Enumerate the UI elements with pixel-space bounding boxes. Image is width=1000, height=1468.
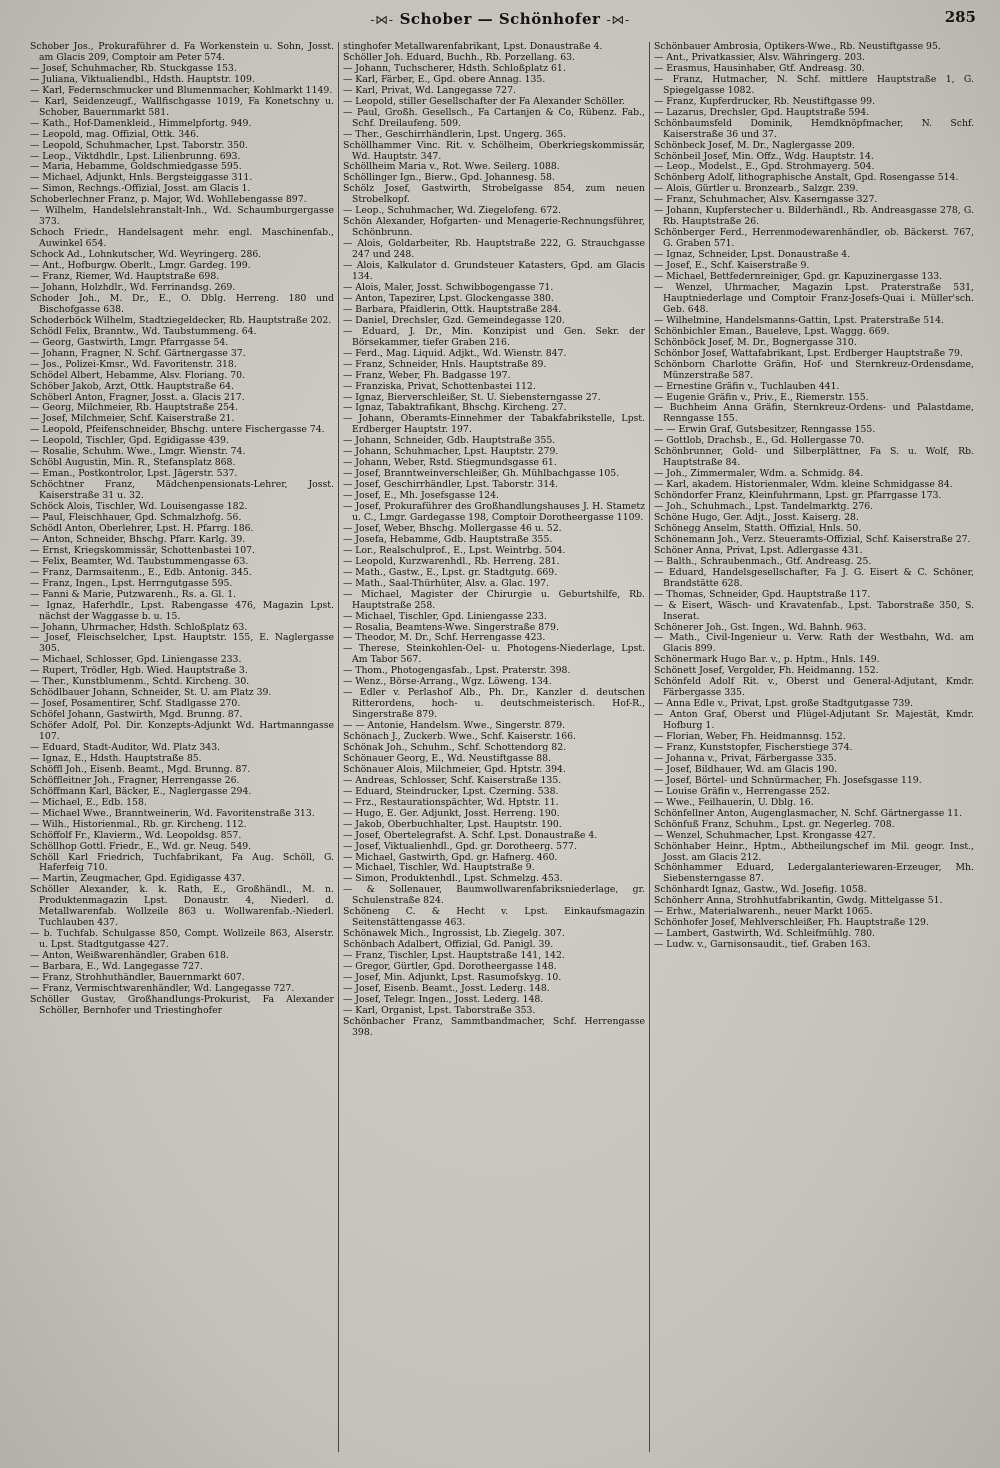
directory-entry: Schöffmann Karl, Bäcker, E., Naglergasse 294. xyxy=(30,785,252,797)
directory-entry: Schöne Hugo, Ger. Adjt., Josst. Kaiserg. 28. xyxy=(654,511,859,523)
directory-entry: — Alois, Goldarbeiter, Rb. Hauptstraße 222, G. Strauchgasse 247 und 248. xyxy=(343,238,645,261)
directory-entry: — Josef, Min. Adjunkt, Lpst. Rasumofskyg. 10. xyxy=(343,972,562,984)
directory-entry: Schönfellner Anton, Augenglasmacher, N. Schf. Gärtnergasse 11. xyxy=(654,807,963,819)
directory-entry: Schöck Alois, Tischler, Wd. Louisengasse 182. xyxy=(30,501,248,513)
page-header xyxy=(0,4,1000,38)
directory-entry: — Wilhelm, Handelslehranstalt-Inh., Wd. Schaumburgergasse 373. xyxy=(30,205,334,228)
directory-entry: Schöffleitner Joh., Fragner, Herrengasse 26. xyxy=(30,774,240,786)
directory-entry: — Fanni & Marie, Putzwarenh., Rs. a. Gl. 1. xyxy=(30,588,237,600)
directory-entry: Schönett Josef, Vergolder, Fh. Heidmanng. 152. xyxy=(654,665,879,677)
directory-entry: — Josef, Geschirrhändler, Lpst. Taborstr. 314. xyxy=(343,479,558,491)
directory-entry: — Johann, Uhrmacher, Hdsth. Schloßplatz 63. xyxy=(30,621,248,633)
directory-entry: — Kath., Hof-Damenkleid., Himmelpfortg. 949. xyxy=(30,117,252,129)
directory-entry: — Josef, Telegr. Ingen., Josst. Lederg. 148. xyxy=(343,993,544,1005)
directory-entry: Schöffolf Fr., Klavierm., Wd. Leopoldsg. 857. xyxy=(30,829,242,841)
directory-entry: — Balth., Schraubenmach., Gtf. Andreasg. 25. xyxy=(654,555,872,567)
directory-entry: — Hugo, E. Ger. Adjunkt, Josst. Herreng. 190. xyxy=(343,807,560,819)
directory-entry: Schönbach Adalbert, Offizial, Gd. Panigl. 39. xyxy=(343,939,554,951)
directory-entry: — Paul, Großh. Gesellsch., Fa Cartanjen & Co, Rübenz. Fab., Schf. Dreilaufeng. 509. xyxy=(343,106,645,129)
directory-entry: — Karl, Federnschmucker und Blumenmacher, Kohlmarkt 1149. xyxy=(30,84,333,96)
directory-entry: — Michael, Bettfedernreiniger, Gpd. gr. Kapuzinergasse 133. xyxy=(654,271,943,283)
directory-entry: — Math., Gastw., E., Lpst. gr. Stadtgutg. 669. xyxy=(343,566,558,578)
column-right xyxy=(654,42,974,1458)
directory-entry: Schönfeld Adolf Rit. v., Oberst und General-Adjutant, Kmdr. Färbergasse 335. xyxy=(654,676,974,699)
directory-entry: — Math., Civil-Ingenieur u. Verw. Rath der Westbahn, Wd. am Glacis 899. xyxy=(654,632,974,655)
directory-entry: — Wwe., Feilhauerin, U. Dblg. 16. xyxy=(654,796,814,808)
directory-entry: — Gottlob, Drachsb., E., Gd. Hollergasse 70. xyxy=(654,435,865,447)
directory-entry: — Ignaz, Bierverschleißer, St. U. Siebensterngasse 27. xyxy=(343,391,601,403)
ornament-left: -⋈- xyxy=(370,13,394,28)
directory-entry: — Alois, Maler, Josst. Schwibbogengasse 71. xyxy=(343,281,554,293)
column-left xyxy=(30,42,334,1458)
directory-entry: — Josef, E., Schf. Kaiserstraße 9. xyxy=(654,260,810,272)
directory-entry: — Lazarus, Drechsler, Gpd. Hauptstraße 594. xyxy=(654,106,870,118)
directory-entry: Schödl Felix, Branntw., Wd. Taubstummeng. 64. xyxy=(30,325,257,337)
directory-entry: Schönberg Adolf, lithographische Anstalt, Gpd. Rosengasse 514. xyxy=(654,172,959,184)
directory-entry: — Josef, Eisenb. Beamt., Josst. Lederg. 148. xyxy=(343,982,550,994)
directory-entry: Schöberl Anton, Fragner, Josst. a. Glacis 217. xyxy=(30,391,245,403)
directory-entry: — Leop., Modelst., E., Gpd. Strohmayerg. 504. xyxy=(654,161,875,173)
directory-entry: — Buchheim Anna Gräfin, Sternkreuz-Ordens- und Palastdame, Renngasse 155. xyxy=(654,402,974,425)
directory-entry: Schön Alexander, Hofgarten- und Menagerie-Rechnungsführer, Schönbrunn. xyxy=(343,216,645,239)
directory-entry: — Thomas, Schneider, Gpd. Hauptstraße 117. xyxy=(654,588,871,600)
directory-entry: Schödl Anton, Oberlehrer, Lpst. H. Pfarrg. 186. xyxy=(30,522,254,534)
directory-entry: — Alois, Kalkulator d. Grundsteuer Katasters, Gpd. am Glacis 134. xyxy=(343,260,645,283)
directory-entry: — Johann, Schneider, Gdb. Hauptstraße 355. xyxy=(343,435,556,447)
directory-entry: Schöfel Johann, Gastwirth, Mgd. Brunng. 87. xyxy=(30,709,243,721)
directory-entry: — Anna Edle v., Privat, Lpst. große Stadtgutgasse 739. xyxy=(654,698,914,710)
directory-entry: — Franz, Strohhuthändler, Bauernmarkt 607. xyxy=(30,972,245,984)
directory-entry: — Johann, Kupferstecher u. Bilderhändl., Rb. Andreasgasse 278, G. Rb. Hauptstraße 26. xyxy=(654,205,974,228)
directory-entry: — Leopold, Tischler, Gpd. Egidigasse 439. xyxy=(30,435,229,447)
directory-entry: Schöchtner Franz, Mädchenpensionats-Lehrer, Josst. Kaiserstraße 31 u. 32. xyxy=(30,479,334,502)
directory-entry: — Josef, Obertelegrafst. A. Schf. Lpst. Donaustraße 4. xyxy=(343,829,598,841)
directory-entry: Schönemann Joh., Verz. Steueramts-Offizial, Schf. Kaiserstraße 27. xyxy=(654,533,971,545)
directory-entry: — Franz, Weber, Fh. Badgasse 197. xyxy=(343,369,511,381)
directory-entry: — Ferd., Mag. Liquid. Adjkt., Wd. Wienstr. 847. xyxy=(343,347,567,359)
directory-entry: — Ludw. v., Garnisonsaudit., tief. Graben 163. xyxy=(654,939,871,951)
directory-entry: Schönbeil Josef, Min. Offz., Wdg. Hauptstr. 14. xyxy=(654,150,874,162)
directory-entry: Schöllhop Gottl. Friedr., E., Wd. gr. Neug. 549. xyxy=(30,840,252,852)
directory-entry: — Wilh., Historienmal., Rb. gr. Kircheng. 112. xyxy=(30,818,247,830)
directory-entry: — Franz, Riemer, Wd. Hauptstraße 698. xyxy=(30,271,220,283)
directory-entry: — Michael, Schlosser, Gpd. Liniengasse 233. xyxy=(30,654,242,666)
directory-entry: — Felix, Beamter, Wd. Taubstummengasse 63. xyxy=(30,555,249,567)
directory-entry: — Eduard, Handelsgesellschafter, Fa J. G. Eisert & C. Schöner, Brandstätte 628. xyxy=(654,566,974,589)
directory-entry: — Eman., Postkontrolor, Lpst. Jägerstr. 537. xyxy=(30,468,238,480)
directory-entry: Schönawek Mich., Ingrossist, Lb. Ziegelg. 307. xyxy=(343,928,565,940)
directory-entry: — Jakob, Oberbuchhalter, Lpst. Hauptstr. 190. xyxy=(343,818,562,830)
directory-entry: — Wenzel, Uhrmacher, Magazin Lpst. Praterstraße 531, Hauptniederlage und Comptoir Franz-Josefs-Quai i. Müller'sch. Geb. 648. xyxy=(654,281,974,315)
directory-entry: Schödlbauer Johann, Schneider, St. U. am Platz 39. xyxy=(30,687,272,699)
directory-entry: — Johann, Oberamts-Einnehmer der Tabakfabrikstelle, Lpst. Erdberger Hauptstr. 197. xyxy=(343,413,645,436)
directory-entry: — Andreas, Schlosser, Schf. Kaiserstraße 135. xyxy=(343,774,562,786)
directory-entry: Schönbeck Josef, M. Dr., Naglergasse 209. xyxy=(654,139,855,151)
directory-entry: — Juliana, Viktualiendbl., Hdsth. Hauptstr. 109. xyxy=(30,73,255,85)
directory-entry: Schönberger Ferd., Herrenmodewarenhändler, ob. Bäckerst. 767, G. Graben 571. xyxy=(654,227,974,250)
directory-entry: — Johann, Weber, Rstd. Stiegmundsgasse 61. xyxy=(343,457,557,469)
directory-entry: — Simon, Rechngs.-Offizial, Josst. am Glacis 1. xyxy=(30,183,251,195)
directory-entry: — Michael, Magister der Chirurgie u. Geburtshilfe, Rb. Hauptstraße 258. xyxy=(343,588,645,611)
directory-entry: — Ignaz, Tabaktrafikant, Bhschg. Kircheng. 27. xyxy=(343,402,567,414)
directory-entry: Schönbauer Ambrosia, Optikers-Wwe., Rb. Neustiftgasse 95. xyxy=(654,42,941,52)
directory-entry: — Anton, Weißwarenhändler, Graben 618. xyxy=(30,950,229,962)
directory-entry: Schönak Joh., Schuhm., Schf. Schottendorg 82. xyxy=(343,742,567,753)
directory-entry: Schönach J., Zuckerb. Wwe., Schf. Kaiserstr. 166. xyxy=(343,731,576,743)
directory-entry: — Franz, Schneider, Hnls. Hauptstraße 89. xyxy=(343,358,547,370)
directory-entry: Schöllheim Maria v., Rot. Wwe. Seilerg. 1088. xyxy=(343,161,560,173)
directory-entry: Schönermark Hugo Bar. v., p. Hptm., Hnls. 149. xyxy=(654,654,880,666)
directory-entry: Schönerer Joh., Gst. Ingen., Wd. Bahnh. 963. xyxy=(654,621,867,633)
directory-entry: — Franz, Ingen., Lpst. Herrngutgasse 595. xyxy=(30,577,233,589)
directory-entry: Schöller Gustav, Großhandlungs-Prokurist, Fa Alexander Schöller, Bernhofer und Triestinghofer xyxy=(30,993,334,1016)
directory-entry: — Paul, Fleischhauer, Gpd. Schmalzhofg. 56. xyxy=(30,511,242,523)
directory-entry: — Georg, Milchmeier, Rb. Hauptstraße 254. xyxy=(30,402,238,414)
column-divider xyxy=(338,42,339,1452)
directory-entry: — Ther., Geschirrhändlerin, Lpst. Ungerg. 365. xyxy=(343,128,567,140)
directory-entry: — Franz, Hutmacher, N. Schf. mittlere Hauptstraße 1, G. Spiegelgasse 1082. xyxy=(654,73,974,96)
directory-entry: Schöll Karl Friedrich, Tuchfabrikant, Fa Aug. Schöll, G. Haferfeig 710. xyxy=(30,851,334,874)
directory-entry: Schöfer Adolf, Pol. Dir. Konzepts-Adjunkt Wd. Hartmanngasse 107. xyxy=(30,720,334,743)
directory-entry: — Leopold, Schuhmacher, Lpst. Taborstr. 350. xyxy=(30,139,248,151)
directory-entry: — Ant., Privatkassier, Alsv. Währingerg. 203. xyxy=(654,51,865,63)
directory-entry: — Ignaz, E., Hdsth. Hauptstraße 85. xyxy=(30,752,202,764)
directory-entry: Schöllinger Ign., Bierw., Gpd. Johannesg. 58. xyxy=(343,172,555,184)
directory-entry: — Franz, Tischler, Lpst. Hauptstraße 141, 142. xyxy=(343,950,565,962)
directory-entry: stinghofer Metallwarenfabrikant, Lpst. Donaustraße 4. xyxy=(343,42,603,52)
directory-entry: Schönauer Alois, Milchmeier, Gpd. Hptstr. 394. xyxy=(343,763,566,775)
directory-entry: — Josef, Posamentirer, Schf. Stadlgasse 270. xyxy=(30,698,241,710)
directory-entry: — Daniel, Drechsler, Gzd. Gemeindegasse 120. xyxy=(343,314,565,326)
directory-entry: Schönhardt Ignaz, Gastw., Wd. Josefig. 1058. xyxy=(654,884,867,896)
directory-entry: — Florian, Weber, Fh. Heidmannsg. 152. xyxy=(654,731,846,743)
directory-entry: Schödel Albert, Hebamme, Alsv. Floriang. 70. xyxy=(30,369,246,381)
directory-entry: — b. Tuchfab. Schulgasse 850, Compt. Wollzeile 863, Alserstr. u. Lpst. Stadtgutgasse 427. xyxy=(30,928,334,951)
directory-entry: — Johann, Tuchscherer, Hdsth. Schloßplatz 61. xyxy=(343,62,566,74)
directory-entry: — Leop., Viktdhdlr., Lpst. Lilienbrunng. 693. xyxy=(30,150,241,162)
directory-entry: — Josef, Schuhmacher, Rb. Stuckgasse 153. xyxy=(30,62,237,74)
directory-entry: — Karl, akadem. Historienmaler, Wdm. kleine Schmidgasse 84. xyxy=(654,479,953,491)
directory-entry: Schönhofer Josef, Mehlverschleißer, Fh. Hauptstraße 129. xyxy=(654,917,929,929)
directory-entry: Schönbacher Franz, Sammtbandmacher, Schf. Herrengasse 398. xyxy=(343,1015,645,1038)
directory-entry: — Anton Graf, Oberst und Flügel-Adjutant Sr. Majestät, Kmdr. Hofburg 1. xyxy=(654,709,974,732)
directory-entry: Schönhaber Heinr., Hptm., Abtheilungschef im Mil. geogr. Inst., Josst. am Glacis 212. xyxy=(654,840,974,863)
directory-entry: — Georg, Gastwirth, Lmgr. Pfarrgasse 54. xyxy=(30,336,229,348)
directory-entry: — Karl, Seidenzeugf., Wallfischgasse 1019, Fa Konetschny u. Schober, Bauernmarkt 581. xyxy=(30,95,334,118)
directory-entry: — Josef, Viktualienhdl., Gpd. gr. Dorotheerg. 577. xyxy=(343,840,577,852)
directory-entry: — Leopold, mag. Offizial, Ottk. 346. xyxy=(30,128,199,140)
directory-entry: — Barbara, E., Wd. Langegasse 727. xyxy=(30,961,203,973)
directory-entry: — Lor., Realschulprof., E., Lpst. Weintrbg. 504. xyxy=(343,544,566,556)
directory-entry: — Josef, Börtel- und Schnürmacher, Fh. Josefsgasse 119. xyxy=(654,774,922,786)
directory-entry: — Michael Wwe., Branntweinerin, Wd. Favoritenstraße 313. xyxy=(30,807,315,819)
directory-entry: — Barbara, Pfaidlerin, Ottk. Hauptstraße 284. xyxy=(343,303,562,315)
directory-entry: — Josef, Weber, Bhschg. Mollergasse 46 u. 52. xyxy=(343,522,562,534)
directory-entry: — Leopold, stiller Gesellschafter der Fa Alexander Schöller. xyxy=(343,95,625,107)
directory-entry: — Josef, Branntweinverschleißer, Gh. Mühlbachgasse 105. xyxy=(343,468,620,480)
directory-entry: Schönauer Georg, E., Wd. Neustiftgasse 88. xyxy=(343,752,552,764)
directory-entry: — Wenz., Börse-Arrang., Wgz. Löweng. 134. xyxy=(343,676,552,688)
directory-entry: — Ernestine Gräfin v., Tuchlauben 441. xyxy=(654,380,840,392)
directory-entry: Schönfuß Franz, Schuhm., Lpst. gr. Negerleg. 708. xyxy=(654,818,895,830)
directory-entry: — Math., Saal-Thürhüter, Alsv. a. Glac. 197. xyxy=(343,577,550,589)
directory-entry: — Anton, Schneider, Bhschg. Pfarr. Karlg. 39. xyxy=(30,533,246,545)
directory-entry: — Leopold, Kurzwarenhdl., Rb. Herreng. 281. xyxy=(343,555,560,567)
running-title xyxy=(0,10,1000,28)
directory-entry: — Leopold, Pfeifenschneider, Bhschg. untere Fischergasse 74. xyxy=(30,424,325,436)
directory-entry: — Edler v. Perlashof Alb., Ph. Dr., Kanzler d. deutschen Ritterordens, hoch- u. deutschmeisterisch. Hof-R., Singerstraße 879. xyxy=(343,687,645,721)
directory-entry: — Josef, Milchmeier, Schf. Kaiserstraße 21. xyxy=(30,413,235,425)
directory-entry: — Josef, Prokuraführer des Großhandlungshauses J. H. Stametz u. C., Lmgr. Gardegasse 198, Comptoir Dorotheergasse 1109. xyxy=(343,501,645,523)
directory-entry: Schönbrunner, Gold- und Silberplättner, Fa S. u. Wolf, Rb. Hauptstraße 84. xyxy=(654,446,974,469)
directory-entry: — Michael, Adjunkt, Hnls. Bergsteiggasse 311. xyxy=(30,172,253,184)
column-divider xyxy=(649,42,650,1452)
directory-entry: — Therese, Steinkohlen-Oel- u. Photogens-Niederlage, Lpst. Am Tabor 567. xyxy=(343,643,645,666)
column-middle xyxy=(343,42,645,1458)
directory-entry: — Eugenie Gräfin v., Priv., E., Riemerstr. 155. xyxy=(654,391,869,403)
directory-entry: — Josefa, Hebamme, Gdb. Hauptstraße 355. xyxy=(343,533,553,545)
directory-entry: — Michael, Gastwirth, Gpd. gr. Hafnerg. 460. xyxy=(343,851,558,863)
directory-entry: — Alois, Gürtler u. Bronzearb., Salzgr. 239. xyxy=(654,183,859,195)
directory-entry: Schönegg Anselm, Statth. Offizial, Hnls. 50. xyxy=(654,522,862,534)
directory-entry: — Erasmus, Hausinhaber, Gtf. Andreasg. 30. xyxy=(654,62,865,74)
directory-entry: — Rosalia, Beamtens-Wwe. Singerstraße 879. xyxy=(343,621,559,633)
directory-entry: — Eduard, Steindrucker, Lpst. Czerning. 538. xyxy=(343,785,559,797)
directory-entry: — Karl, Privat, Wd. Langegasse 727. xyxy=(343,84,516,96)
directory-entry: Schöllhammer Vinc. Rit. v. Schölheim, Oberkriegskommissär, Wd. Hauptstr. 347. xyxy=(343,139,645,162)
directory-entry: — Gregor, Gürtler, Gpd. Dorotheergasse 148. xyxy=(343,961,557,973)
directory-entry: — Franz, Schuhmacher, Alsv. Kaserngasse 327. xyxy=(654,194,878,206)
directory-entry: — Joh., Schuhmach., Lpst. Tandelmarktg. 276. xyxy=(654,501,874,513)
directory-entry: — Jos., Polizei-Kmsr., Wd. Favoritenstr. 318. xyxy=(30,358,237,370)
directory-entry: — Frz., Restaurationspächter, Wd. Hptstr. 11. xyxy=(343,796,559,808)
directory-entry: Schölz Josef, Gastwirth, Strobelgasse 854, zum neuen Strobelkopf. xyxy=(343,183,645,206)
directory-entry: — Thom., Photogengasfab., Lpst. Praterstr. 398. xyxy=(343,665,571,677)
directory-entry: — Rupert, Trödler, Hgb. Wied. Hauptstraße 3. xyxy=(30,665,248,677)
directory-entry: — Franz, Vermischtwarenhändler, Wd. Langegasse 727. xyxy=(30,982,295,994)
directory-entry: Schöbl Augustin, Min. R., Stefansplatz 868. xyxy=(30,457,236,469)
directory-entry: Schönbor Josef, Wattafabrikant, Lpst. Erdberger Hauptstraße 79. xyxy=(654,347,963,359)
directory-entry: Schöner Anna, Privat, Lpst. Adlergasse 431. xyxy=(654,544,863,556)
directory-entry: Schöndorfer Franz, Kleinfuhrmann, Lpst. gr. Pfarrgasse 173. xyxy=(654,490,942,502)
title-text: Schober — Schönhofer xyxy=(399,10,601,28)
directory-entry: — Ernst, Kriegskommissär, Schottenbastei 107. xyxy=(30,544,255,556)
directory-entry: — Johanna v., Privat, Färbergasse 335. xyxy=(654,752,837,764)
directory-entry: Schönhammer Eduard, Ledergalanteriewaren-Erzeuger, Mh. Siebensterngasse 87. xyxy=(654,862,974,885)
directory-entry: — & Sollenauer, Baumwollwarenfabriksniederlage, gr. Schulenstraße 824. xyxy=(343,884,645,907)
directory-entry: — Ther., Kunstblumenm., Schtd. Kircheng. 30. xyxy=(30,676,250,688)
directory-entry: — Leop., Schuhmacher, Wd. Ziegelofeng. 672. xyxy=(343,205,562,217)
directory-entry: Schönherr Anna, Strohhutfabrikantin, Gwdg. Mittelgasse 51. xyxy=(654,895,943,907)
directory-entry: — Eduard, Stadt-Auditor, Wd. Platz 343. xyxy=(30,742,221,753)
directory-entry: — Simon, Produktenhdl., Lpst. Schmelzg. 453. xyxy=(343,873,563,885)
directory-entry: — Anton, Tapezirer, Lpst. Glockengasse 380. xyxy=(343,292,554,304)
directory-entry: — Josef, Fleischselcher, Lpst. Hauptstr. 155, E. Naglergasse 305. xyxy=(30,632,334,655)
directory-entry: Schönbichler Eman., Baueleve, Lpst. Waggg. 669. xyxy=(654,325,890,337)
directory-entry: — Franz, Kupferdrucker, Rb. Neustiftgasse 99. xyxy=(654,95,876,107)
directory-entry: — Karl, Färber, E., Gpd. obere Annag. 135. xyxy=(343,73,546,85)
directory-entry: Schoderböck Wilhelm, Stadtziegeldecker, Rb. Hauptstraße 202. xyxy=(30,314,332,326)
directory-entry: Schoberlechner Franz, p. Major, Wd. Wohllebengasse 897. xyxy=(30,194,307,206)
directory-entry: Schöller Joh. Eduard, Buchh., Rb. Porzellang. 63. xyxy=(343,51,575,63)
directory-entry: — Franziska, Privat, Schottenbastei 112. xyxy=(343,380,536,392)
directory-entry: — Josef, Bildhauer, Wd. am Glacis 190. xyxy=(654,763,838,775)
directory-entry: — Erhw., Materialwarenh., neuer Markt 1065. xyxy=(654,906,873,918)
directory-entry: — & Eisert, Wäsch- und Kravatenfab., Lpst. Taborstraße 350, S. Inserat. xyxy=(654,599,974,622)
directory-entry: — Eduard, J. Dr., Min. Konzipist und Gen. Sekr. der Börsekammer, tiefer Graben 216. xyxy=(343,325,645,348)
directory-entry: — Lambert, Gastwirth, Wd. Schleifmühlg. 780. xyxy=(654,928,876,940)
directory-entry: Schönborn Charlotte Gräfin, Hof- und Sternkreuz-Ordensdame, Münzerstraße 587. xyxy=(654,358,974,381)
directory-entry: Schober Jos., Prokuraführer d. Fa Workenstein u. Sohn, Josst. am Glacis 209, Comptoir am Peter 574. xyxy=(30,42,334,63)
directory-entry: — Ignaz, Schneider, Lpst. Donaustraße 4. xyxy=(654,249,851,261)
directory-entry: — Wenzel, Schuhmacher, Lpst. Krongasse 427. xyxy=(654,829,876,841)
directory-entry: — Martin, Zeugmacher, Gpd. Egidigasse 437. xyxy=(30,873,245,885)
directory-entry: Schock Ad., Lohnkutscher, Wd. Weyringerg. 286. xyxy=(30,249,262,261)
directory-entry: — Michael, E., Edb. 158. xyxy=(30,796,147,808)
directory-entry: — Joh., Zimmermaler, Wdm. a. Schmidg. 84. xyxy=(654,468,864,480)
directory-entry: Schöber Jakob, Arzt, Ottk. Hauptstraße 64. xyxy=(30,380,234,392)
directory-entry: — Wilhelmine, Handelsmanns-Gattin, Lpst. Praterstraße 514. xyxy=(654,314,944,326)
directory-entry: Schöneng C. & Hecht v. Lpst. Einkaufsmagazin Seitenstättengasse 463. xyxy=(343,906,645,929)
directory-entry: — — Antonie, Handelsm. Wwe., Singerstr. 879. xyxy=(343,720,566,732)
directory-entry: Schoder Joh., M. Dr., E., O. Dblg. Herreng. 180 und Bischofgasse 638. xyxy=(30,292,334,315)
directory-entry: — Franz, Kunststopfer, Fischerstiege 374. xyxy=(654,742,853,753)
directory-entry: Schoch Friedr., Handelsagent mehr. engl. Maschinenfab., Auwinkel 654. xyxy=(30,227,334,250)
page-number: 285 xyxy=(944,8,976,26)
directory-entry: — Maria, Hebamme, Goldschmiedgasse 595. xyxy=(30,161,242,173)
directory-entry: — Michael, Tischler, Wd. Hauptstraße 9. xyxy=(343,862,535,874)
directory-entry: — Johann, Schuhmacher, Lpst. Hauptstr. 279. xyxy=(343,446,559,458)
directory-entry: — Michael, Tischler, Gpd. Liniengasse 233. xyxy=(343,610,547,622)
directory-entry: Schönböck Josef, M. Dr., Bognergasse 310. xyxy=(654,336,857,348)
directory-entry: — Karl, Organist, Lpst. Taborstraße 353. xyxy=(343,1004,536,1016)
directory-entry: — Ignaz, Haferhdlr., Lpst. Rabengasse 476, Magazin Lpst. nächst der Waggasse b. u. 15. xyxy=(30,599,334,622)
directory-entry: — Johann, Fragner, N. Schf. Gärtnergasse 37. xyxy=(30,347,246,359)
directory-entry: Schöffl Joh., Eisenb. Beamt., Mgd. Brunng. 87. xyxy=(30,763,251,775)
directory-entry: — Josef, E., Mh. Josefsgasse 124. xyxy=(343,490,499,502)
directory-entry: Schöller Alexander, k. k. Rath, E., Großhändl., M. n. Produktenmagazin Lpst. Donaustr. 4, Niederl. d. Metallwarenfab. Wollzeile 863 u. Wollwarenfab.-Niederl. Tuchlauben 437. xyxy=(30,884,334,929)
directory-entry: — — Erwin Graf, Gutsbesitzer, Renngasse 155. xyxy=(654,424,876,436)
directory-entry: — Rosalie, Schuhm. Wwe., Lmgr. Wienstr. 74. xyxy=(30,446,246,458)
directory-entry: — Franz, Darmsaitenm., E., Edb. Antonig. 345. xyxy=(30,566,252,578)
ornament-right: -⋈- xyxy=(606,13,630,28)
directory-entry: — Johann, Holzhdlr., Wd. Ferrinandsg. 269. xyxy=(30,281,236,293)
directory-entry: — Ant., Hofburgw. Oberlt., Lmgr. Gardeg. 199. xyxy=(30,260,251,272)
directory-entry: — Louise Gräfin v., Herrengasse 252. xyxy=(654,785,830,797)
directory-entry: Schönbaumsfeld Dominik, Hemdknöpfmacher, N. Schf. Kaiserstraße 36 und 37. xyxy=(654,117,974,140)
directory-entry: — Theodor, M. Dr., Schf. Herrengasse 423. xyxy=(343,632,546,644)
